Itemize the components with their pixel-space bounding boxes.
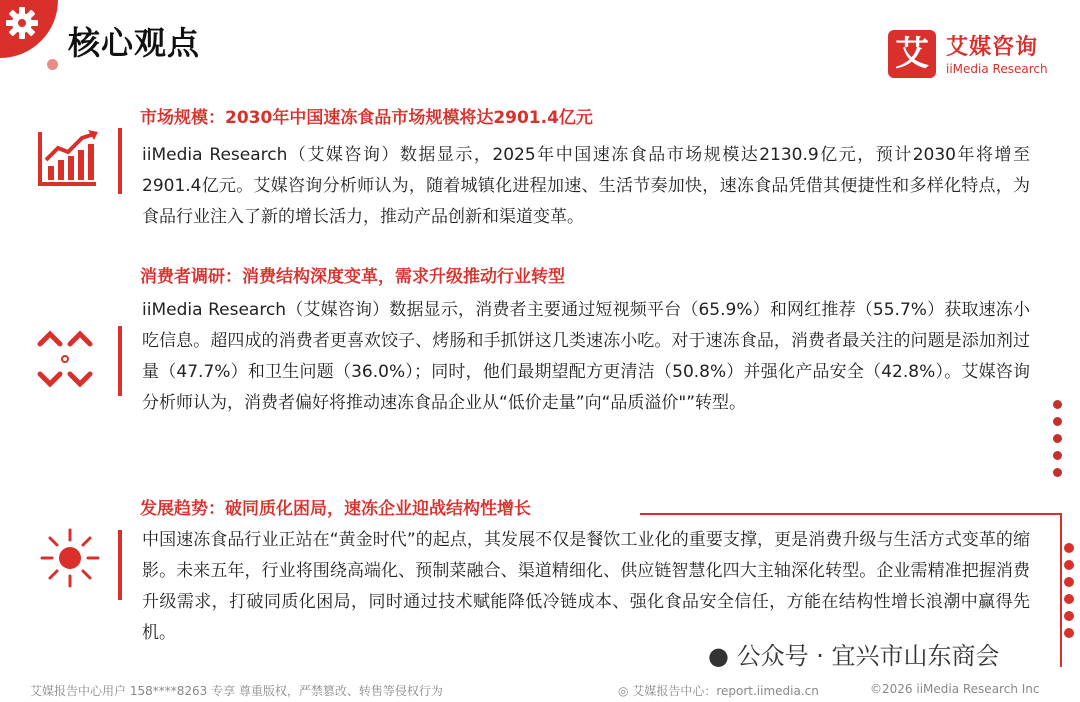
- section-market-body: iiMedia Research（艾媒咨询）数据显示，2025年中国速冻食品市场规模达2130.9亿元，预计2030年将增至2901.4亿元。艾媒咨询分析师认为，随着城镇化进程加速、生活节奏加快，速冻食品凭借其便捷性和多样化特点，为食品行业注入了新的增长活力，推动产品创新和渠道变革。: [142, 145, 1030, 227]
- decorative-dots: [1053, 400, 1067, 485]
- corner-decoration: [0, 0, 58, 58]
- footer-site-text: 艾媒报告中心：report.iimedia.cn: [632, 684, 819, 698]
- section-market-title: 市场规模：2030年中国速冻食品市场规模将达2901.4亿元: [140, 108, 593, 128]
- footer-copyright-notice: 艾媒报告中心用户 158****8263 专享 尊重版权，严禁篡改、转售等侵权行为: [30, 684, 443, 698]
- footer-copyright: ©2026 iiMedia Research Inc: [870, 682, 1040, 696]
- logo-mark: 艾: [888, 30, 936, 78]
- sun-icon: [40, 528, 100, 588]
- logo-name-en: iiMedia Research: [946, 62, 1048, 76]
- section-trend-body: 中国速冻食品行业正站在“黄金时代”的起点，其发展不仅是餐饮工业化的重要支撑，更是消费升级与生活方式变革的缩影。未来五年，行业将围绕高端化、预制菜融合、渠道精细化、供应链智慧化四大主轴深化转型。企业需精准把握消费升级需求，打破同质化困局，同时通过技术赋能降低冷链成本、强化食品安全信任，方能在结构性增长浪潮中赢得先机。: [142, 530, 1030, 643]
- footer-site-link[interactable]: [618, 682, 819, 699]
- section-consumer-title: 消费者调研：消费结构深度变革，需求升级推动行业转型: [140, 267, 565, 287]
- wechat-watermark: [702, 636, 1005, 671]
- section-market-bar: [118, 128, 122, 194]
- wechat-icon: ●: [708, 642, 729, 670]
- section-consumer-bar: [118, 326, 122, 396]
- globe-icon: ◎: [618, 684, 629, 698]
- converge-arrows-icon: [36, 330, 94, 388]
- gear-icon: [4, 5, 40, 41]
- brand-logo: [888, 30, 1068, 80]
- growth-chart-icon: [36, 130, 100, 190]
- logo-name-cn: 艾媒咨询: [946, 35, 1039, 60]
- watermark-text: 公众号 · 宜兴市山东商会: [736, 642, 1000, 670]
- section-trend-title: 发展趋势：破同质化困局，速冻企业迎战结构性增长: [140, 499, 531, 519]
- section-trend-bar: [118, 530, 122, 600]
- decorative-dots-lower: [1064, 543, 1078, 645]
- section-consumer-body: iiMedia Research（艾媒咨询）数据显示，消费者主要通过短视频平台（65.9%）和网红推荐（55.7%）获取速冻小吃信息。超四成的消费者更喜欢饺子、烤肠和手抓饼这几类速冻小吃。对于速冻食品，消费者最关注的问题是添加剂过量（47.7%）和卫生问题（36.0%）；同时，他们最期望配方更清洁（50.8%）并强化产品安全（42.8%）。艾媒咨询分析师认为，消费者偏好将推动速冻食品企业从“低价走量”向“品质溢价"”转型。: [142, 300, 1030, 413]
- page-title: 核心观点: [68, 24, 201, 62]
- footer: [0, 676, 1080, 702]
- corner-dot: [47, 59, 58, 70]
